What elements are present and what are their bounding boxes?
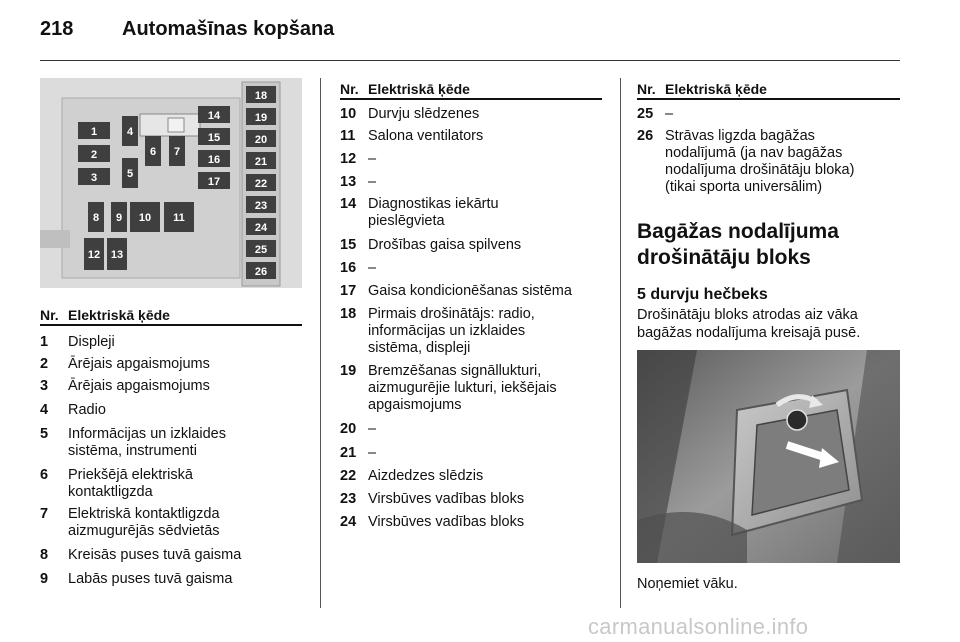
row-text-line1: Elektriskā kontaktligzda [68,506,220,522]
row-number: 21 [340,445,357,461]
fuse-label-8: 8 [92,212,100,224]
row-number: 19 [340,363,357,379]
fuse-box-diagram [40,78,302,288]
row-text: – [368,260,377,276]
header-rule [40,60,900,61]
fuse-box-figure [40,78,302,288]
row-number: 3 [40,378,49,394]
row-number: 24 [340,514,357,530]
row-number: 2 [40,356,49,372]
row-number: 12 [340,151,357,167]
fuse-label-2: 2 [90,149,98,161]
row-number: 4 [40,402,49,418]
row-text: Radio [68,402,106,418]
row-text: Virsbūves vadības bloks [368,514,525,530]
row-text-line1: Informācijas un izklaides [68,426,226,442]
column-divider-right [620,78,621,608]
fuse-label-20: 20 [254,134,268,146]
fuse-label-13: 13 [110,249,124,261]
row-text-line1: Pirmais drošinātājs: radio, [368,306,535,322]
table-right-nr-heading: Nr. [637,81,656,97]
fuse-label-23: 23 [254,200,268,212]
fuse-label-10: 10 [138,212,152,224]
table-middle-nr-heading: Nr. [340,81,359,97]
paragraph-line2: bagāžas nodalījuma kreisajā pusē. [637,325,861,341]
fuse-label-11: 11 [173,212,185,224]
table-left-circuit-heading: Elektriskā ķēde [68,307,170,323]
table-middle-circuit-heading: Elektriskā ķēde [368,81,470,97]
section-title-line1: Bagāžas nodalījuma [637,220,839,243]
section-paragraph [637,306,900,342]
row-text: Durvju slēdzenes [368,106,480,122]
row-text-line2: kontaktligzda [68,484,153,500]
table-middle-header [340,80,602,100]
row-number: 13 [340,174,357,190]
row-text: Kreisās puses tuvā gaisma [68,547,242,563]
row-number: 8 [40,547,49,563]
fuse-label-3: 3 [90,172,98,184]
row-number: 20 [340,421,357,437]
row-text: – [368,174,377,190]
section-title-line2: drošinātāju bloks [637,246,811,269]
row-number: 17 [340,283,357,299]
section-title [637,219,900,271]
column-divider-left [320,78,321,608]
fuse-label-22: 22 [254,178,268,190]
fuse-label-1: 1 [90,126,98,138]
row-number: 1 [40,334,49,350]
row-text: Displeji [68,334,115,350]
row-number: 15 [340,237,357,253]
fuse-label-9: 9 [115,212,123,224]
row-text-line2: nodalījumā (ja nav bagāžas [665,145,843,161]
row-number: 10 [340,106,357,122]
row-number: 6 [40,467,49,483]
fuse-label-5: 5 [126,168,134,180]
page-number: 218 [40,18,74,40]
row-text-line2: sistēma, instrumenti [68,443,197,459]
row-text-line4: (tikai sporta universālim) [665,179,823,195]
fuse-label-18: 18 [254,90,268,102]
row-number: 5 [40,426,49,442]
page-header [40,14,920,54]
row-text-line2: aizmugurējie lukturi, iekšējais [368,380,557,396]
row-text-line1: Priekšējā elektriskā [68,467,193,483]
fuse-label-16: 16 [207,154,221,166]
fuse-label-25: 25 [254,244,268,256]
fuse-label-15: 15 [207,132,221,144]
row-text-line1: Diagnostikas iekārtu [368,196,499,212]
row-text: Labās puses tuvā gaisma [68,571,233,587]
table-right-header [637,80,900,100]
row-number: 7 [40,506,49,522]
row-text: Ārējais apgaismojums [68,378,210,394]
row-text: Aizdedzes slēdzis [368,468,484,484]
row-text-line1: Strāvas ligzda bagāžas [665,128,815,144]
row-number: 18 [340,306,357,322]
fuse-label-14: 14 [207,110,221,122]
row-number: 14 [340,196,357,212]
fuse-label-19: 19 [254,112,268,124]
photo-caption: Noņemiet vāku. [637,576,738,592]
row-number: 22 [340,468,357,484]
row-text-line3: apgaismojums [368,397,462,413]
trunk-cover-photo [637,350,900,563]
row-number: 25 [637,106,654,122]
fuse-label-12: 12 [87,249,101,261]
row-text-line2: aizmugurējās sēdvietās [68,523,220,539]
fuse-label-4: 4 [126,126,134,138]
row-text-line1: Bremzēšanas signāllukturi, [368,363,542,379]
row-number: 26 [637,128,654,144]
table-left-nr-heading: Nr. [40,307,59,323]
row-text: – [368,151,377,167]
row-text: Virsbūves vadības bloks [368,491,525,507]
row-text: Drošības gaisa spilvens [368,237,522,253]
fuse-label-24: 24 [254,222,268,234]
row-number: 23 [340,491,357,507]
row-text: – [368,421,377,437]
row-text-line3: sistēma, displeji [368,340,471,356]
page-title: Automašīnas kopšana [122,18,335,40]
row-text: Salona ventilators [368,128,484,144]
row-text-line3: nodalījuma drošinātāju bloka) [665,162,855,178]
row-number: 11 [340,128,356,144]
paragraph-line1: Drošinātāju bloks atrodas aiz vāka [637,307,858,323]
fuse-label-7: 7 [173,146,181,158]
row-text: – [665,106,674,122]
fuse-label-26: 26 [254,266,268,278]
trunk-cover-illustration [637,350,900,563]
row-text: Ārējais apgaismojums [68,356,210,372]
table-left-header [40,306,302,326]
watermark: carmanualsonline.info [588,614,809,639]
row-text-line2: informācijas un izklaides [368,323,526,339]
section-subtitle: 5 durvju hečbeks [637,286,768,303]
row-text-line2: pieslēgvieta [368,213,445,229]
fuse-label-17: 17 [207,176,221,188]
row-text: Gaisa kondicionēšanas sistēma [368,283,572,299]
table-right-circuit-heading: Elektriskā ķēde [665,81,767,97]
fuse-label-6: 6 [149,146,157,158]
fuse-label-21: 21 [254,156,268,168]
row-number: 16 [340,260,357,276]
row-text: – [368,445,377,461]
row-number: 9 [40,571,49,587]
